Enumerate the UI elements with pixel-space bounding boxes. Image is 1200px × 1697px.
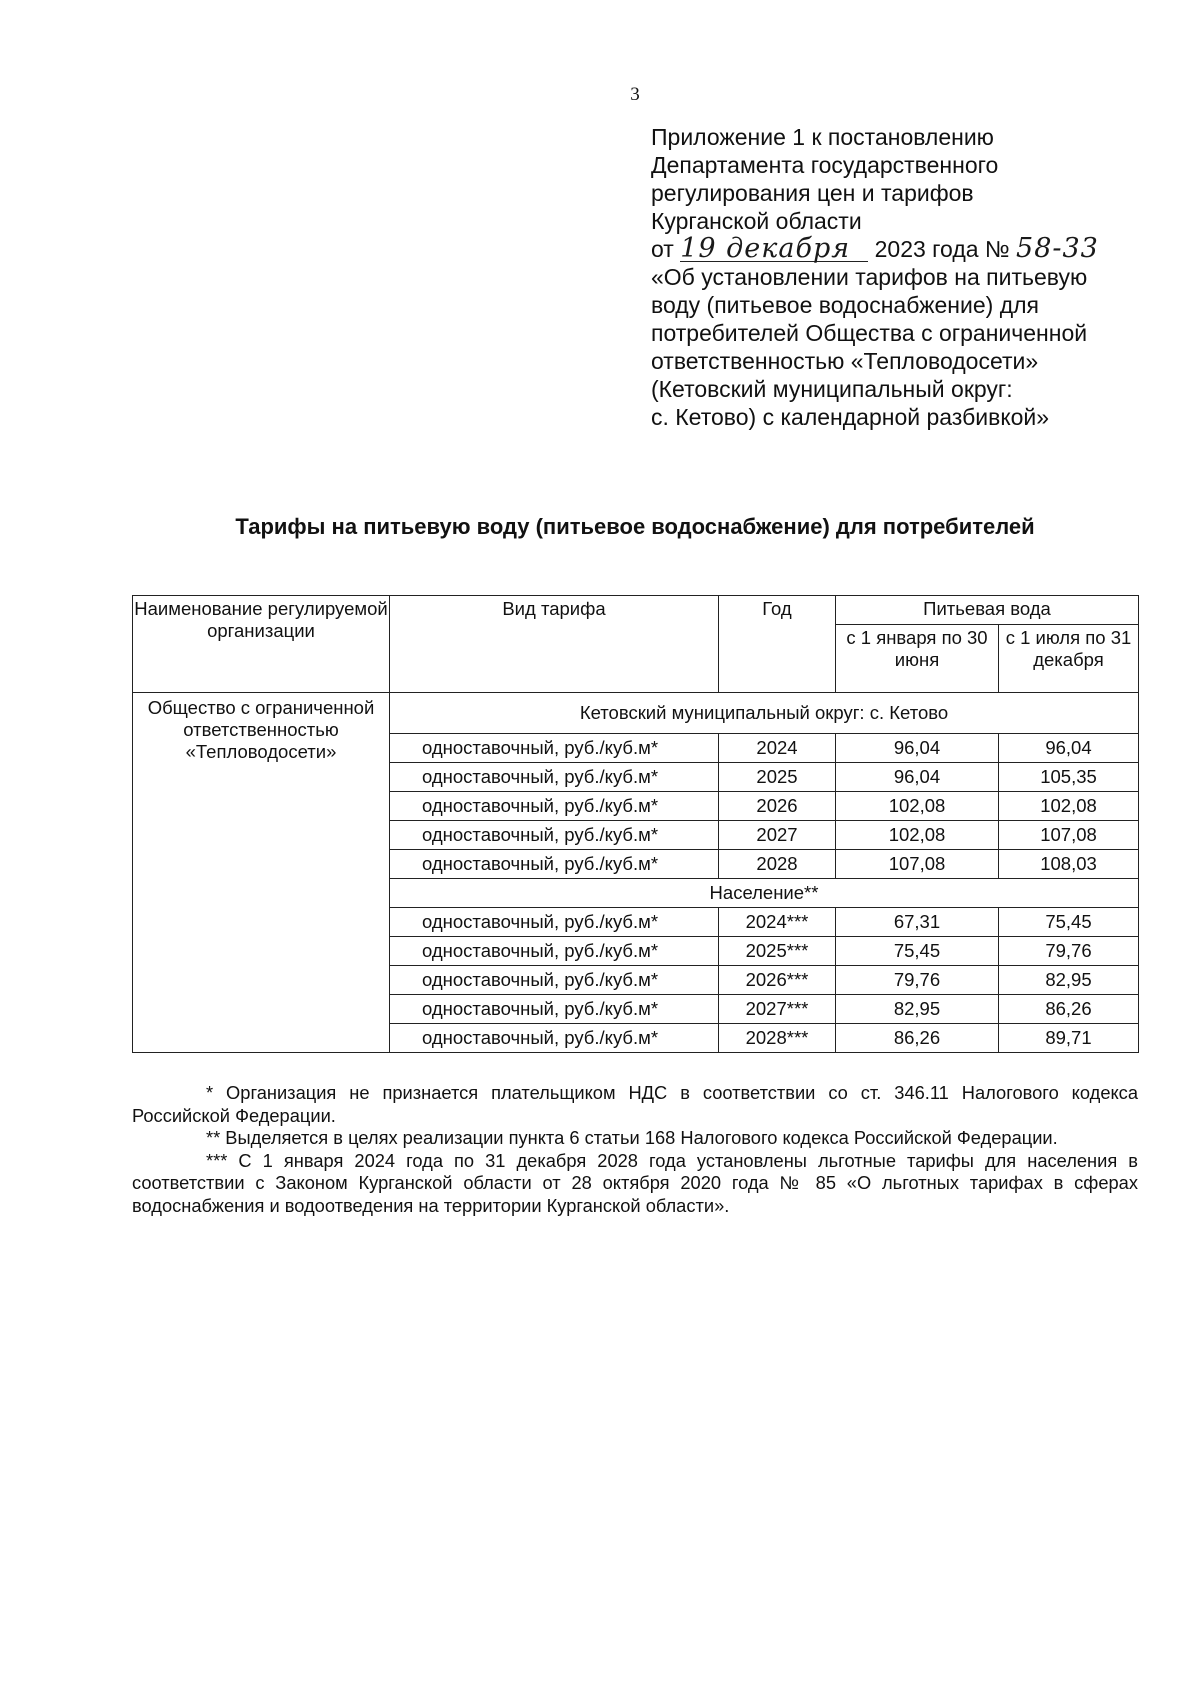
header-year: Год xyxy=(719,596,836,693)
tariff-h2: 96,04 xyxy=(999,734,1139,763)
tariff-h1: 79,76 xyxy=(836,966,999,995)
tariff-year: 2026*** xyxy=(719,966,836,995)
annex-date-line xyxy=(651,235,1151,263)
tariff-h1: 102,08 xyxy=(836,821,999,850)
tariff-kind: одноставочный, руб./куб.м* xyxy=(390,850,719,879)
footnote: * Организация не признается плательщиком НДС в соответствии со ст. 346.11 Налогового кодекса Российской Федерации. xyxy=(132,1082,1138,1126)
section-title: Кетовский муниципальный округ: с. Кетово xyxy=(390,693,1139,734)
tariff-h1: 107,08 xyxy=(836,850,999,879)
tariff-h1: 75,45 xyxy=(836,937,999,966)
tariff-year: 2024 xyxy=(719,734,836,763)
header-water: Питьевая вода xyxy=(836,596,1139,625)
tariff-h2: 102,08 xyxy=(999,792,1139,821)
tariff-kind: одноставочный, руб./куб.м* xyxy=(390,995,719,1024)
annex-subject-line: (Кетовский муниципальный округ: xyxy=(651,376,1013,402)
tariff-h1: 96,04 xyxy=(836,734,999,763)
annex-line: Департамента государственного xyxy=(651,152,999,178)
section-title: Население** xyxy=(390,879,1139,908)
tariff-h1: 82,95 xyxy=(836,995,999,1024)
handwritten-number: 58-33 xyxy=(1016,233,1099,264)
annex-subject-line: с. Кетово) с календарной разбивкой» xyxy=(651,404,1050,430)
tariff-h2: 86,26 xyxy=(999,995,1139,1024)
annex-subject-line: потребителей Общества с ограниченной xyxy=(651,320,1088,346)
tariff-h1: 86,26 xyxy=(836,1024,999,1053)
page-number: 3 xyxy=(630,84,640,105)
tariff-h2: 82,95 xyxy=(999,966,1139,995)
tariff-year: 2025 xyxy=(719,763,836,792)
tariff-h1: 67,31 xyxy=(836,908,999,937)
tariff-year: 2024*** xyxy=(719,908,836,937)
footnote: *** С 1 января 2024 года по 31 декабря 2028 года установлены льготные тарифы для населения в соответствии с Законом Курганской области от 28 октября 2020 года № 85 «О льготных тарифах в сферах водоснабжения и водоотведения на территории Курганской области». xyxy=(132,1149,1138,1216)
tariff-year: 2026 xyxy=(719,792,836,821)
tariff-table xyxy=(132,595,1139,1053)
tariff-h1: 102,08 xyxy=(836,792,999,821)
header-org: Наименование регулируемой организации xyxy=(133,596,390,693)
header-kind: Вид тарифа xyxy=(390,596,719,693)
tariff-kind: одноставочный, руб./куб.м* xyxy=(390,734,719,763)
tariff-kind: одноставочный, руб./куб.м* xyxy=(390,937,719,966)
annex-subject-line: воду (питьевое водоснабжение) для xyxy=(651,292,1039,318)
tariff-kind: одноставочный, руб./куб.м* xyxy=(390,908,719,937)
annex-line: Приложение 1 к постановлению xyxy=(651,124,994,150)
date-prefix: от xyxy=(651,236,674,262)
table-header-row xyxy=(133,596,1139,625)
header-period-2: с 1 июля по 31 декабря xyxy=(999,625,1139,693)
handwritten-date: 19 декабря xyxy=(680,237,868,262)
section-row xyxy=(133,693,1139,734)
tariff-h1: 96,04 xyxy=(836,763,999,792)
footnotes xyxy=(132,1082,1138,1217)
tariff-kind: одноставочный, руб./куб.м* xyxy=(390,792,719,821)
tariff-kind: одноставочный, руб./куб.м* xyxy=(390,1024,719,1053)
tariff-year: 2027*** xyxy=(719,995,836,1024)
annex-line: регулирования цен и тарифов xyxy=(651,180,974,206)
annex-subject-line: ответственностью «Тепловодосети» xyxy=(651,348,1039,374)
tariff-year: 2028*** xyxy=(719,1024,836,1053)
annex-line: Курганской области xyxy=(651,208,862,234)
tariff-year: 2025*** xyxy=(719,937,836,966)
tariff-h2: 107,08 xyxy=(999,821,1139,850)
footnote: ** Выделяется в целях реализации пункта 6 статьи 168 Налогового кодекса Российской Федерации. xyxy=(206,1127,1058,1148)
organization-cell: Общество с ограниченной ответственностью «Тепловодосети» xyxy=(133,693,390,1053)
tariff-kind: одноставочный, руб./куб.м* xyxy=(390,821,719,850)
tariff-kind: одноставочный, руб./куб.м* xyxy=(390,763,719,792)
tariff-h2: 79,76 xyxy=(999,937,1139,966)
tariff-year: 2027 xyxy=(719,821,836,850)
tariff-kind: одноставочный, руб./куб.м* xyxy=(390,966,719,995)
tariff-year: 2028 xyxy=(719,850,836,879)
annex-subject-line: «Об установлении тарифов на питьевую xyxy=(651,264,1088,290)
date-year: 2023 года № xyxy=(874,236,1010,262)
header-period-1: с 1 января по 30 июня xyxy=(836,625,999,693)
tariff-h2: 89,71 xyxy=(999,1024,1139,1053)
tariff-h2: 105,35 xyxy=(999,763,1139,792)
tariff-h2: 75,45 xyxy=(999,908,1139,937)
tariff-h2: 108,03 xyxy=(999,850,1139,879)
document-title: Тарифы на питьевую воду (питьевое водоснабжение) для потребителей xyxy=(235,514,1035,539)
annex-header xyxy=(651,123,1151,431)
